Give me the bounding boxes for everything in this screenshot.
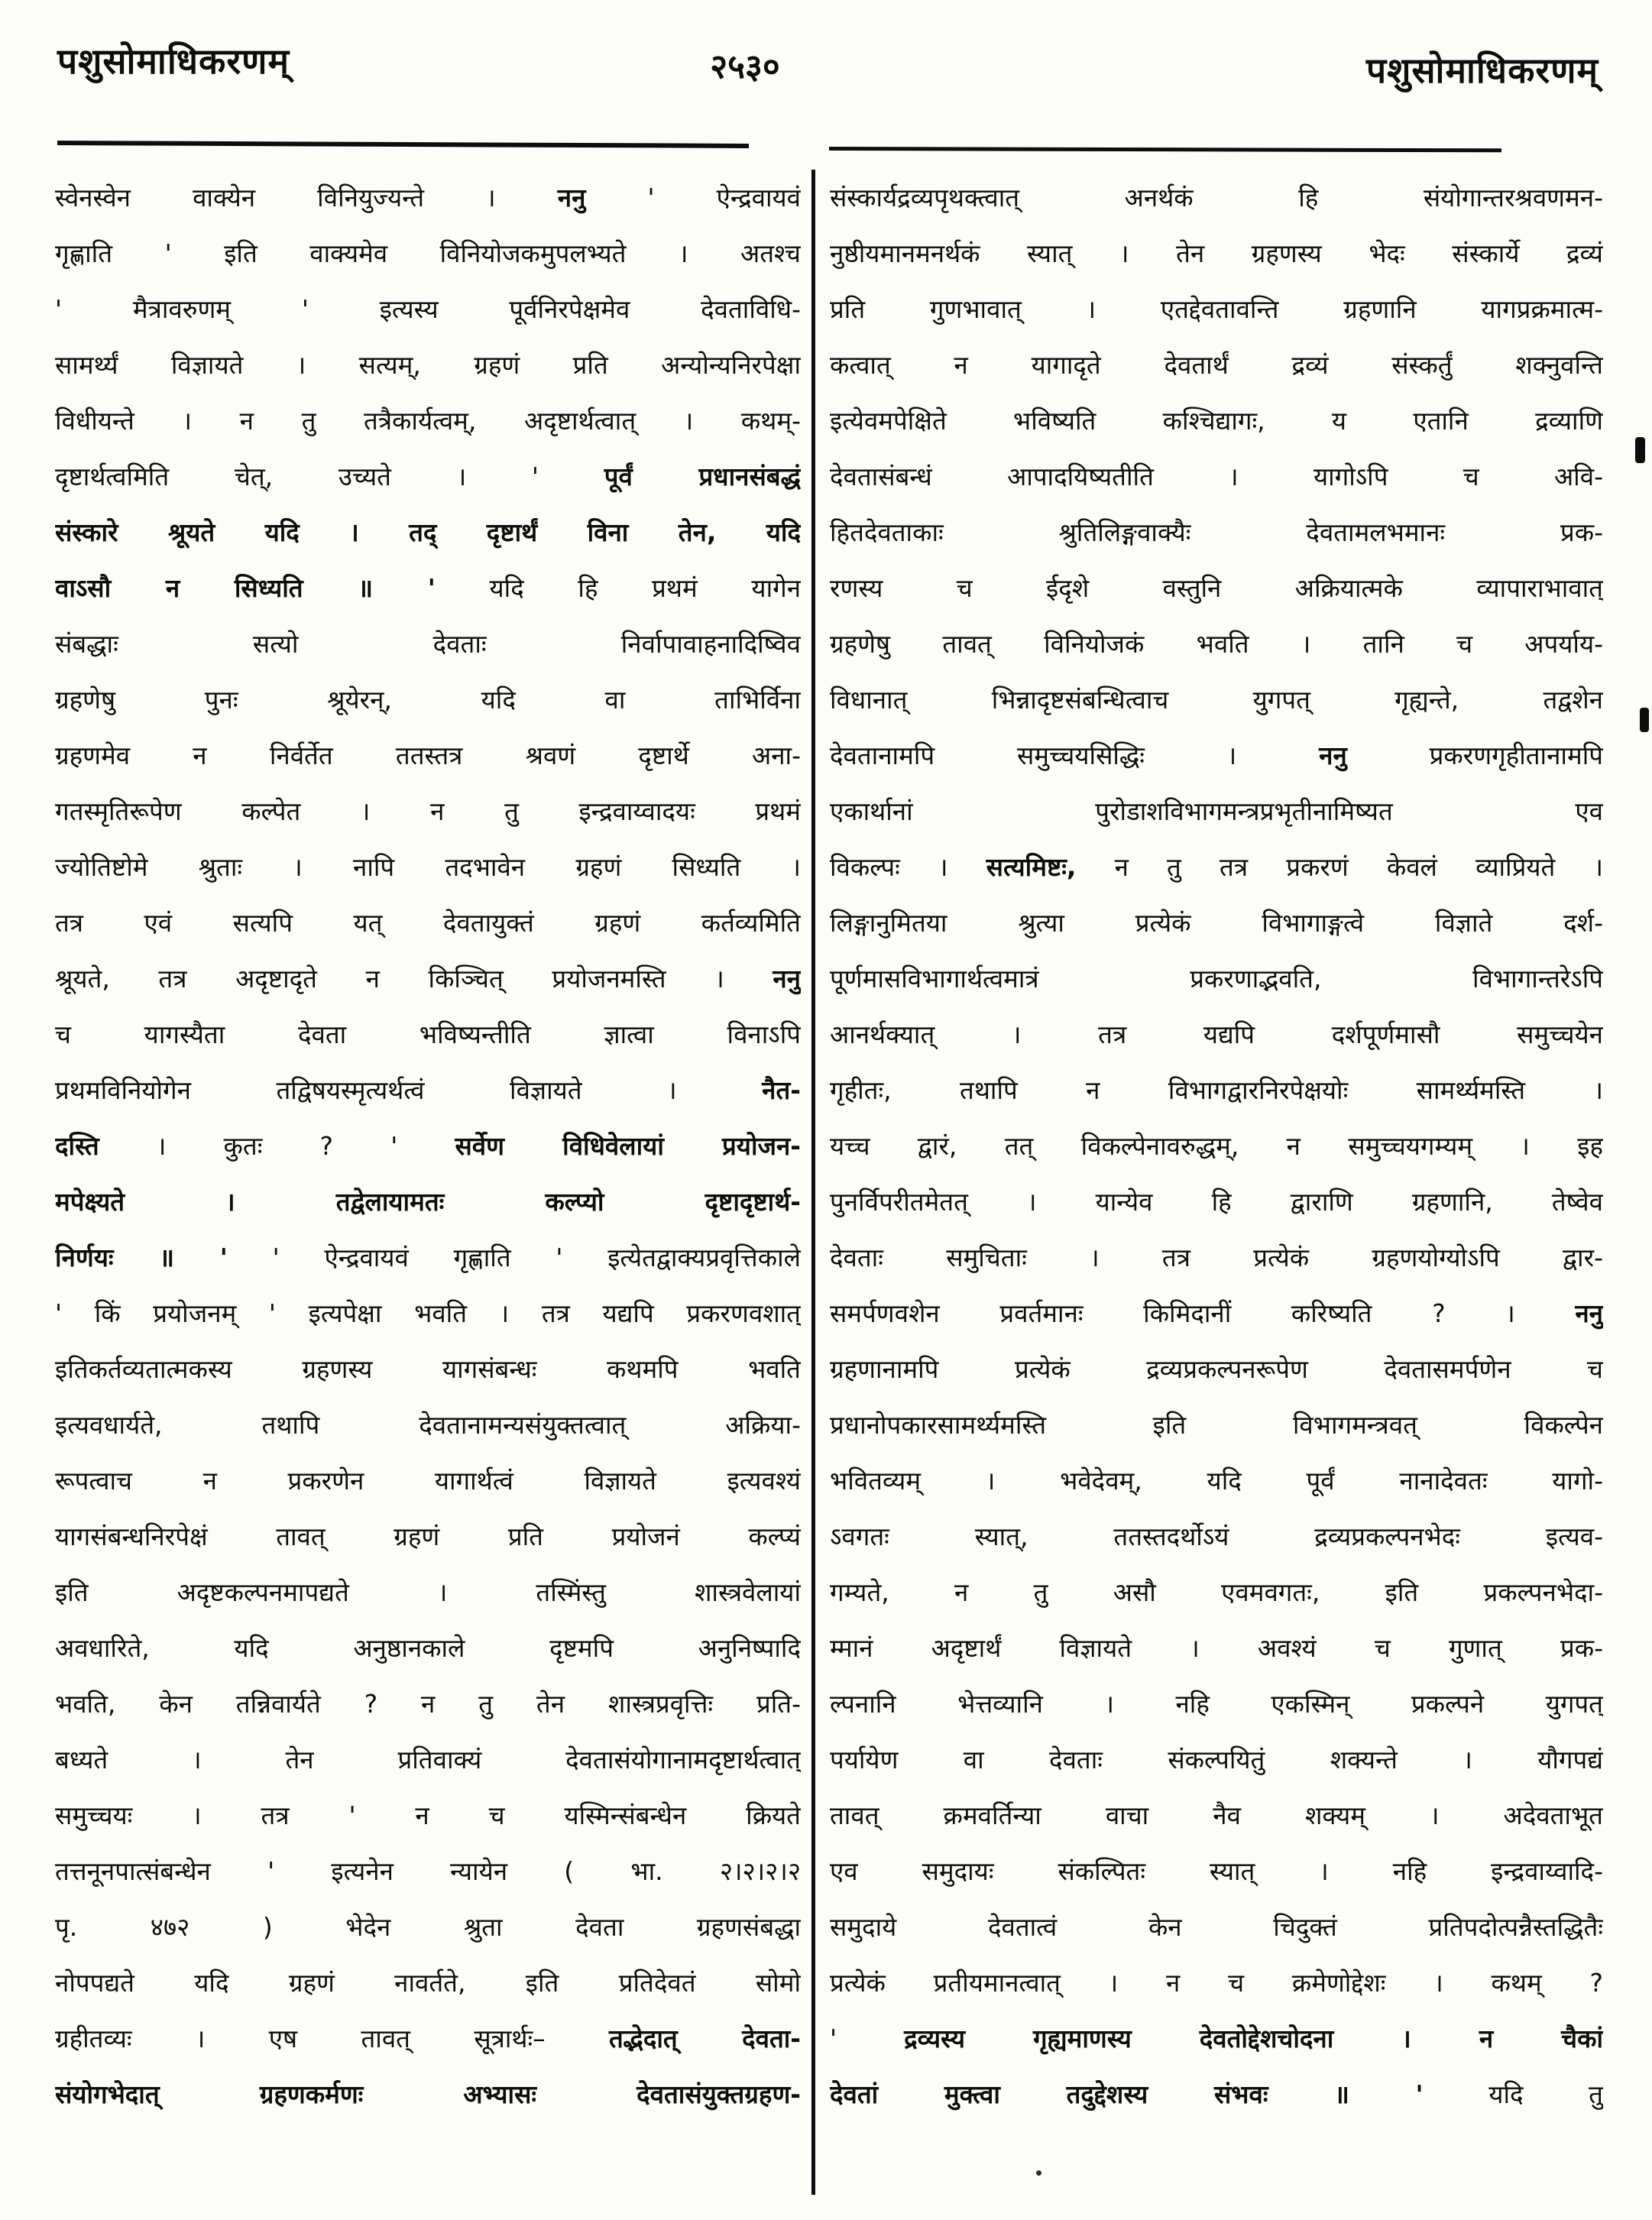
column-divider — [811, 170, 815, 2195]
text-line: दृष्टार्थत्वमिति चेत्, उच्यते । ' पूर्वं प्रधानसंबद्धं — [55, 462, 801, 491]
text-line: अवधारिते, यदि अनुष्ठानकाले दृष्टमपि अनुनिष्पादि — [55, 1633, 801, 1663]
text-line: समर्पणवशेन प्रवर्तमानः किमिदानीं करिष्यति ? । ननु — [830, 1298, 1603, 1328]
text-line: रूपत्वाच न प्रकरणेन यागार्थत्वं विज्ञायते इत्यवश्यं — [55, 1466, 801, 1496]
text-line: ग्रहणमेव न निर्वर्तेत ततस्तत्र श्रवणं दृष्टार्थे अना- — [55, 741, 801, 770]
text-line: पृ. ४७२ ) भेदेन श्रुता देवता ग्रहणसंबद्धा — [55, 1912, 801, 1942]
text-line: एकार्थानां पुरोडाशविभागमन्त्रप्रभृतीनामिष्यत एव — [830, 796, 1603, 826]
text-line: मपेक्ष्यते । तद्वेलायामतः कल्प्यो दृष्टादृष्टार्थ- — [55, 1187, 801, 1217]
text-line: निर्णयः ॥ ' ' ऐन्द्रवायवं गृह्णाति ' इत्येतद्वाक्यप्रवृत्तिकाले — [55, 1243, 801, 1272]
text-line: रणस्य च ईदृशे वस्तुनि अक्रियात्मके व्यापाराभावात् — [830, 573, 1603, 603]
text-line: तावत् क्रमवर्तिन्या वाचा नैव शक्यम् । अदेवताभूत — [830, 1800, 1603, 1830]
text-line: भवितव्यम् । भवेदेवम्, यदि पूर्वं नानादेवतः यागो- — [830, 1466, 1603, 1496]
text-line: विकल्पः । सत्यमिष्टः, न तु तत्र प्रकरणं केवलं व्याप्रियते । — [830, 852, 1603, 882]
text-line: ग्रहणानामपि प्रत्येकं द्रव्यप्रकल्पनरूपेण देवतासमर्पणेन च — [830, 1354, 1603, 1384]
text-line: ऽवगतः स्यात्, ततस्तदर्थोऽयं द्रव्यप्रकल्पनभेदः इत्यव- — [830, 1522, 1603, 1551]
text-line: संबद्धाः सत्यो देवताः निर्वापावाहनादिष्विव — [55, 629, 801, 659]
running-header-left: पशुसोमाधिकरणम् — [57, 41, 290, 82]
text-line: प्रत्येकं प्रतीयमानत्वात् । न च क्रमेणोद्देशः । कथम् ? — [830, 1968, 1603, 1998]
text-line: संयोगभेदात् ग्रहणकर्मणः अभ्यासः देवतासंयुक्तग्रहण- — [55, 2079, 801, 2109]
text-line: इतिकर्तव्यतात्मकस्य ग्रहणस्य यागसंबन्धः कथमपि भवति — [55, 1354, 801, 1384]
text-line: कत्वात् न यागादृते देवतार्थं द्रव्यं संस्कर्तुं शक्नुवन्ति — [830, 350, 1603, 380]
text-line: नुष्ठीयमानमनर्थकं स्यात् । तेन ग्रहणस्य भेदः संस्कार्ये द्रव्यं — [830, 238, 1603, 268]
text-line: लिङ्गानुमितया श्रुत्या प्रत्येकं विभागाङ्गत्वे विज्ञाते दर्श- — [830, 908, 1603, 938]
text-line: प्रधानोपकारसामर्थ्यमस्ति इति विभागमन्त्रवत् विकल्पेन — [830, 1410, 1603, 1440]
text-line: नोपपद्यते यदि ग्रहणं नावर्तते, इति प्रतिदेवतं सोमो — [55, 1968, 801, 1998]
page-number: २५३० — [710, 47, 780, 86]
scan-artifact-speck — [1036, 2170, 1041, 2176]
text-line: ' मैत्रावरुणम् ' इत्यस्य पूर्वनिरपेक्षमेव देवताविधि- — [55, 294, 801, 324]
text-line: म्मानं अदृष्टार्थं विज्ञायते । अवश्यं च गुणात् प्रक- — [830, 1633, 1603, 1663]
text-line: पूर्णमासविभागार्थत्वमात्रं प्रकरणाद्भवति, विभागान्तरेऽपि — [830, 964, 1603, 993]
text-line: विधानात् भिन्नादृष्टसंबन्धित्वाच युगपत् गृह्यन्ते, तद्वशेन — [830, 685, 1603, 715]
text-line: देवतानामपि समुच्चयसिद्धिः । ननु प्रकरणगृहीतानामपि — [830, 741, 1603, 770]
text-line: सामर्थ्यं विज्ञायते । सत्यम्, ग्रहणं प्रति अन्योन्यनिरपेक्षा — [55, 350, 801, 380]
text-line: ग्रहीतव्यः । एष तावत् सूत्रार्थः– तद्भेदात् देवता- — [55, 2024, 801, 2053]
text-line: हितदेवताकाः श्रुतिलिङ्गवाक्यैः देवतामलभमानः प्रक- — [830, 517, 1603, 547]
text-line: पुनर्विपरीतमेतत् । यान्येव हि द्वाराणि ग्रहणानि, तेष्वेव — [830, 1187, 1603, 1217]
right-column — [830, 170, 1603, 2122]
text-line: ल्पनानि भेत्तव्यानि । नहि एकस्मिन् प्रकल्पने युगपत् — [830, 1689, 1603, 1719]
text-line: भवति, केन तन्निवार्यते ? न तु तेन शास्त्रप्रवृत्तिः प्रति- — [55, 1689, 801, 1719]
text-line: तत्तनूनपात्संबन्धेन ' इत्यनेन न्यायेन ( भा. २।२।२।२ — [55, 1856, 801, 1886]
text-line: ज्योतिष्टोमे श्रुताः । नापि तदभावेन ग्रहणं सिध्यति । — [55, 852, 801, 882]
text-line: इत्यवधार्यते, तथापि देवतानामन्यसंयुक्तत्वात् अक्रिया- — [55, 1410, 801, 1440]
text-line: विधीयन्ते । न तु तत्रैकार्यत्वम्, अदृष्टार्थत्वात् । कथम्- — [55, 406, 801, 436]
text-line: गतस्मृतिरूपेण कल्पेत । न तु इन्द्रवाय्वादयः प्रथमं — [55, 796, 801, 826]
text-line: बध्यते । तेन प्रतिवाक्यं देवतासंयोगानामदृष्टार्थत्वात् — [55, 1745, 801, 1774]
text-line: समुच्चयः । तत्र ' न च यस्मिन्संबन्धेन क्रियते — [55, 1800, 801, 1830]
text-line: प्रति गुणभावात् । एतद्देवतावन्ति ग्रहणानि यागप्रक्रमात्म- — [830, 294, 1603, 324]
text-line: संस्कारे श्रूयते यदि । तद् दृष्टार्थं विना तेन, यदि — [55, 517, 801, 547]
text-line: गृहीतः, तथापि न विभागद्वारनिरपेक्षयोः सामर्थ्यमस्ति । — [830, 1075, 1603, 1105]
text-line: दस्ति । कुतः ? ' सर्वेण विधिवेलायां प्रयोजन- — [55, 1131, 801, 1161]
scan-artifact-mark — [1635, 437, 1645, 463]
text-line: समुदाये देवतात्वं केन चिदुक्तं प्रतिपदोत्पन्नैस्तद्धितैः — [830, 1912, 1603, 1942]
text-line: ' किं प्रयोजनम् ' इत्यपेक्षा भवति । तत्र यद्यपि प्रकरणवशात् — [55, 1298, 801, 1328]
text-line: गम्यते, न तु असौ एवमवगतः, इति प्रकल्पनभेदा- — [830, 1577, 1603, 1607]
text-line: ग्रहणेषु पुनः श्रूयेरन्, यदि वा ताभिर्विना — [55, 685, 801, 715]
text-line: गृह्णाति ' इति वाक्यमेव विनियोजकमुपलभ्यते । अतश्च — [55, 238, 801, 268]
text-line: यच्च द्वारं, तत् विकल्पेनावरुद्धम्, न समुच्चयगम्यम् । इह — [830, 1131, 1603, 1161]
header-rule-right — [829, 147, 1501, 152]
text-line: इत्येवमपेक्षिते भविष्यति कश्चिद्यागः, य एतानि द्रव्याणि — [830, 406, 1603, 436]
text-line: आनर्थक्यात् । तत्र यद्यपि दर्शपूर्णमासौ समुच्चयेन — [830, 1019, 1603, 1049]
scan-artifact-mark — [1640, 708, 1649, 732]
text-line: देवताः समुचिताः । तत्र प्रत्येकं ग्रहणयोग्योऽपि द्वार- — [830, 1243, 1603, 1272]
text-line: देवतां मुक्त्वा तदुद्देशस्य संभवः ॥ ' यदि तु — [830, 2079, 1603, 2109]
text-line: इति अदृष्टकल्पनमापद्यते । तस्मिंस्तु शास्त्रवेलायां — [55, 1577, 801, 1607]
left-column — [55, 170, 801, 2122]
text-line: प्रथमविनियोगेन तद्विषयस्मृत्यर्थत्वं विज्ञायते । नैत- — [55, 1075, 801, 1105]
text-line: देवतासंबन्धं आपादयिष्यतीति । यागोऽपि च अवि- — [830, 462, 1603, 491]
text-line: पर्यायेण वा देवताः संकल्पयितुं शक्यन्ते । यौगपद्यं — [830, 1745, 1603, 1774]
text-line: यागसंबन्धनिरपेक्षं तावत् ग्रहणं प्रति प्रयोजनं कल्प्यं — [55, 1522, 801, 1551]
text-line: च यागस्यैता देवता भविष्यन्तीति ज्ञात्वा विनाऽपि — [55, 1019, 801, 1049]
header-rule-left — [57, 141, 749, 148]
text-line: ' द्रव्यस्य गृह्यमाणस्य देवतोद्देशचोदना । न चैकां — [830, 2024, 1603, 2053]
running-header-right: पशुसोमाधिकरणम् — [1366, 50, 1599, 91]
text-line: एव समुदायः संकल्पितः स्यात् । नहि इन्द्रवाय्वादि- — [830, 1856, 1603, 1886]
text-line: संस्कार्यद्रव्यपृथक्त्वात् अनर्थकं हि संयोगान्तरश्रवणमन- — [830, 183, 1603, 212]
text-line: तत्र एवं सत्यपि यत् देवतायुक्तं ग्रहणं कर्तव्यमिति — [55, 908, 801, 938]
text-line: श्रूयते, तत्र अदृष्टादृते न किञ्चित् प्रयोजनमस्ति । ननु — [55, 964, 801, 993]
text-line: ग्रहणेषु तावत् विनियोजकं भवति । तानि च अपर्याय- — [830, 629, 1603, 659]
text-line: वाऽसौ न सिध्यति ॥ ' यदि हि प्रथमं यागेन — [55, 573, 801, 603]
text-line: स्वेनस्वेन वाक्येन विनियुज्यन्ते । ननु ' ऐन्द्रवायवं — [55, 183, 801, 212]
